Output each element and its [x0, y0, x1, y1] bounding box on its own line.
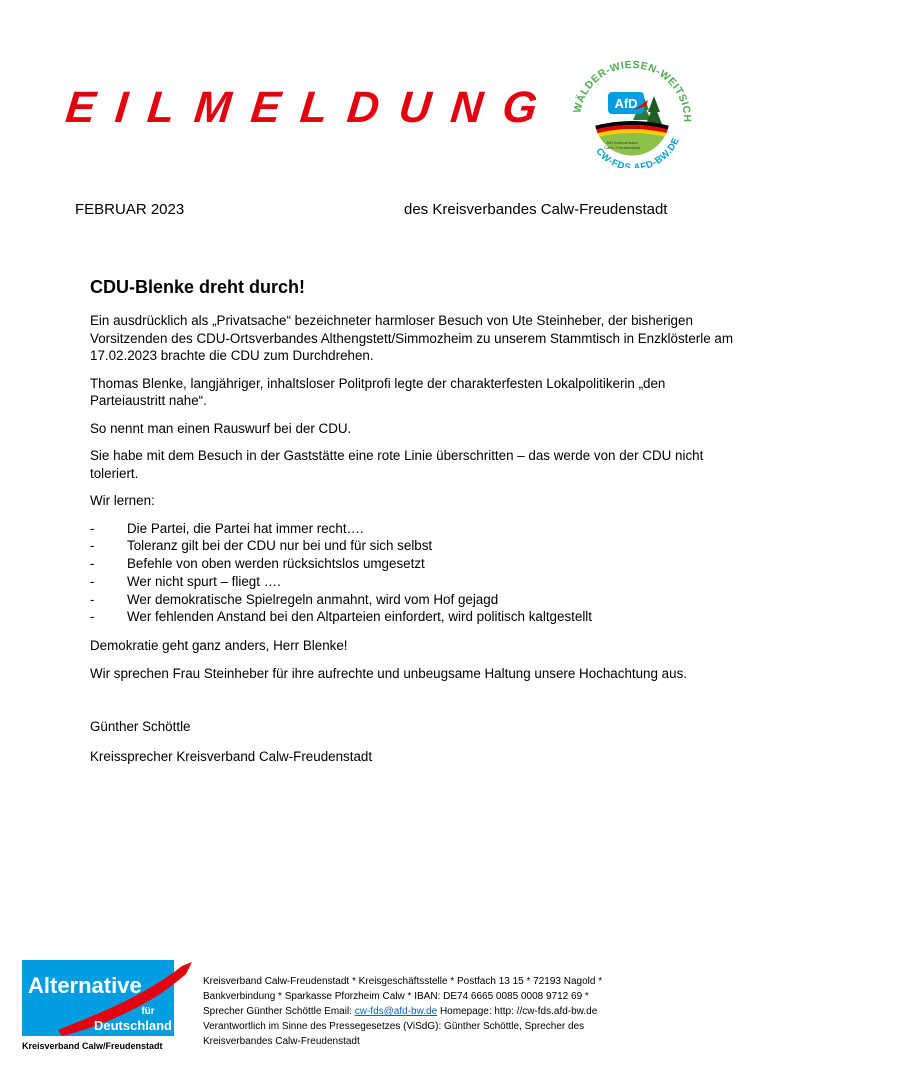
list-marker: - [90, 609, 95, 625]
article-body [90, 276, 740, 777]
list-marker: - [90, 573, 95, 589]
paragraph: Wir lernen: [90, 493, 155, 508]
list-marker: - [90, 591, 95, 607]
afd-logo-line1: Alternative [28, 973, 142, 998]
circle-logo-small-text-2: Calw / Freudenstadt [604, 145, 640, 150]
circle-logo-small-text-1: AfD Kreisverband [606, 140, 638, 145]
circle-logo-brand: AfD [614, 96, 638, 111]
footer-line: Kreisverband Calw-Freudenstadt * Kreisgeschäftsstelle * Postfach 13 15 * 72193 Nagold * [203, 976, 603, 987]
list-marker: - [90, 556, 95, 572]
list-item [90, 608, 740, 626]
footer-contact-prefix: Sprecher Günther Schöttle Email: [203, 1006, 355, 1017]
footer-homepage: Homepage: http: //cw-fds.afd-bw.de [437, 1006, 598, 1017]
list-marker: - [90, 520, 95, 536]
issuer-label: des Kreisverbandes Calw-Freudenstadt [404, 201, 668, 218]
footer-line: Verantwortlich im Sinne des Pressegesetzes (ViSdG): Günther Schöttle, Sprecher des [203, 1021, 585, 1032]
closing-line: Demokratie geht ganz anders, Herr Blenke! [90, 638, 348, 654]
circle-logo-arc-top: WÄLDER-WIESEN-WEITSICH [571, 58, 694, 123]
afd-logo [22, 960, 192, 1036]
circle-logo-arc-bottom: CW-FDS.AFD-BW.DE [593, 135, 682, 168]
signature-block [90, 718, 740, 765]
closing-line: Wir sprechen Frau Steinheber für ihre aufrechte und unbeugsame Haltung unsere Hochachtung aus. [90, 665, 687, 681]
list-item [90, 537, 740, 555]
paragraph: Thomas Blenke, langjähriger, inhaltsloser Politprofi legte der charakterfesten Lokalpolitikerin „den Parteiaustritt nahe“. [90, 375, 666, 408]
list-item-text: Befehle von oben werden rücksichtslos umgesetzt [127, 556, 425, 572]
paragraph: Sie habe mit dem Besuch in der Gaststätte eine rote Linie überschritten – das werde von der CDU nicht toleriert. [90, 448, 704, 481]
list-marker: - [90, 538, 95, 554]
list-item-text: Die Partei, die Partei hat immer recht…. [127, 520, 364, 536]
list-item-text: Wer demokratische Spielregeln anmahnt, wird vom Hof gejagd [127, 591, 499, 607]
list-item [90, 520, 740, 538]
signature-name: Günther Schöttle [90, 719, 191, 735]
list-item [90, 555, 740, 573]
list-item-text: Wer nicht spurt – fliegt …. [127, 573, 281, 589]
list-item-text: Wer fehlenden Anstand bei den Altparteien einfordert, wird politisch kaltgestellt [127, 609, 592, 625]
paragraph: So nennt man einen Rauswurf bei der CDU. [90, 420, 352, 436]
paragraph: Ein ausdrücklich als „Privatsache“ bezeichneter harmloser Besuch von Ute Steinheber, der bisherigen Vorsitzenden des CDU-Ortsverbandes Althengstett/Simmozheim zu unserem Stammtisch in Enzklösterle am 17.02.2023 brachte die CDU zum Durchdrehen. [90, 313, 734, 363]
afd-logo-subtitle: Kreisverband Calw/Freudenstadt [22, 1041, 163, 1051]
afd-logo-line3: Deutschland [93, 1018, 172, 1033]
afd-logo-line2: für [141, 1006, 155, 1017]
email-link[interactable]: cw-fds@afd-bw.de [354, 1006, 438, 1017]
footer-info [203, 974, 673, 1049]
list-item [90, 591, 740, 609]
date-label: FEBRUAR 2023 [75, 201, 185, 218]
signature-role: Kreissprecher Kreisverband Calw-Freudenstadt [90, 748, 373, 764]
article-title: CDU-Blenke dreht durch! [90, 277, 306, 297]
lessons-list [90, 520, 740, 627]
footer-line: Kreisverbandes Calw-Freudenstadt [203, 1036, 360, 1047]
afd-kreisverband-circle-logo [562, 50, 700, 168]
footer-line: Bankverbindung * Sparkasse Pforzheim Calw * IBAN: DE74 6665 0085 0008 9712 69 * [203, 991, 589, 1002]
headline: EILMELDUNG [63, 83, 560, 132]
footer-line [203, 1004, 673, 1019]
list-item [90, 573, 740, 591]
list-item-text: Toleranz gilt bei der CDU nur bei und für sich selbst [127, 538, 433, 554]
